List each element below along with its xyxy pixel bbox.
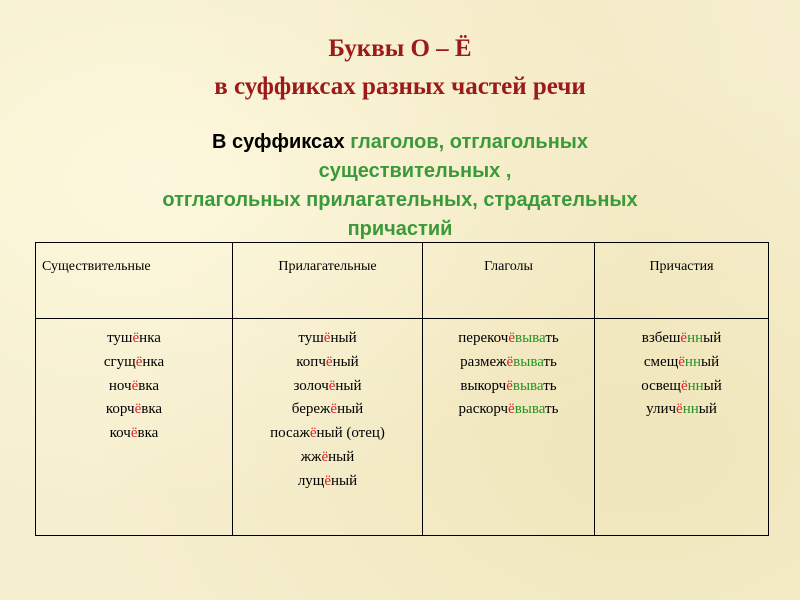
verb-word <box>424 398 593 422</box>
word-ending: нка <box>139 330 161 346</box>
slide-title <box>0 30 800 106</box>
participle-word <box>596 351 767 375</box>
highlight-yo: ё <box>130 425 138 442</box>
title-line-2: в суффиксах разных частей речи <box>214 73 586 100</box>
highlight-suffix: выва <box>512 377 544 394</box>
highlight-yo: ё <box>309 425 317 442</box>
verb-word <box>424 351 593 375</box>
noun-word <box>37 398 231 422</box>
table-row <box>36 319 769 536</box>
participle-word <box>596 375 767 399</box>
highlight-suffix: нн <box>684 353 701 370</box>
word-stem: коч <box>109 425 131 442</box>
word-ending: ный <box>335 377 362 394</box>
subtitle-line-4: причастий <box>347 218 453 240</box>
highlight-yo: ё <box>506 377 513 394</box>
noun-word <box>37 327 231 351</box>
word-ending: нка <box>142 353 165 370</box>
word-stem: выкорч <box>460 377 507 394</box>
highlight-yo: ё <box>325 353 333 370</box>
word-ending: ть <box>543 353 557 370</box>
highlight-yo: ё <box>680 377 688 394</box>
subtitle-lead: В суффиксах <box>212 131 351 153</box>
header-nouns: Существительные <box>36 243 233 319</box>
noun-word <box>37 351 231 375</box>
adjectives-cell <box>233 319 423 536</box>
highlight-suffix: выва <box>514 330 546 346</box>
word-ending: вка <box>137 425 159 442</box>
adjective-word <box>234 327 421 351</box>
slide-subtitle <box>40 128 760 244</box>
word-stem: береж <box>291 401 331 418</box>
word-ending: вка <box>141 401 163 418</box>
word-stem: сгущ <box>103 353 136 370</box>
word-ending: ный (отец) <box>316 425 385 442</box>
noun-word <box>37 375 231 399</box>
word-ending: вка <box>138 377 160 394</box>
highlight-yo: ё <box>135 353 143 370</box>
subtitle-line-1-rest: глаголов, отглагольных <box>350 131 588 153</box>
header-participles: Причастия <box>595 243 769 319</box>
word-ending: ть <box>543 377 557 394</box>
subtitle-line-1 <box>40 128 760 157</box>
verb-word <box>424 327 593 351</box>
word-stem: смещ <box>643 353 679 370</box>
word-stem: посаж <box>270 425 310 442</box>
word-stem: улич <box>646 401 677 418</box>
highlight-yo: ё <box>323 330 331 346</box>
word-stem: лущ <box>297 472 325 489</box>
table-header-row <box>36 243 769 319</box>
word-ending: ый <box>703 377 722 394</box>
highlight-yo: ё <box>134 401 142 418</box>
word-ending: ть <box>545 330 559 346</box>
title-line-1: Буквы О – Ё <box>328 35 472 62</box>
highlight-suffix: нн <box>682 401 699 418</box>
word-ending: ный <box>330 330 357 346</box>
highlight-yo: ё <box>506 353 514 370</box>
adjective-word <box>234 398 421 422</box>
header-verbs: Глаголы <box>423 243 595 319</box>
participles-cell <box>595 319 769 536</box>
highlight-yo: ё <box>328 377 336 394</box>
verb-word <box>424 375 593 399</box>
highlight-yo: ё <box>321 448 329 465</box>
word-stem: туш <box>107 330 133 346</box>
highlight-yo: ё <box>324 472 332 489</box>
highlight-yo: ё <box>678 353 685 370</box>
adjective-word <box>234 351 421 375</box>
highlight-yo: ё <box>330 401 338 418</box>
participle-word <box>596 398 767 422</box>
highlight-suffix: выва <box>514 401 546 418</box>
adjective-word <box>234 375 421 399</box>
highlight-suffix: нн <box>687 330 704 346</box>
word-stem: перекоч <box>458 330 509 346</box>
word-stem: взбеш <box>641 330 681 346</box>
subtitle-line-2-text: существительных , <box>318 160 512 182</box>
word-stem: туш <box>298 330 324 346</box>
subtitle-line-2 <box>40 157 760 186</box>
word-ending: ый <box>700 353 720 370</box>
participle-word <box>596 327 767 351</box>
nouns-cell <box>36 319 233 536</box>
word-stem: размеж <box>460 353 507 370</box>
subtitle-line-3: отглагольных прилагательных, страдательных <box>162 189 638 211</box>
word-stem: освещ <box>641 377 681 394</box>
highlight-yo: ё <box>676 401 683 418</box>
noun-word <box>37 422 231 446</box>
word-ending: ный <box>331 472 358 489</box>
word-ending: ный <box>332 353 359 370</box>
adjective-word <box>234 422 421 446</box>
highlight-suffix: выва <box>513 353 544 370</box>
word-ending: ть <box>545 401 559 418</box>
word-stem: корч <box>105 401 135 418</box>
highlight-yo: ё <box>680 330 688 346</box>
word-stem: жж <box>300 448 322 465</box>
highlight-yo: ё <box>508 330 515 346</box>
word-ending: ный <box>337 401 364 418</box>
word-stem: раскорч <box>458 401 509 418</box>
word-ending: ный <box>328 448 355 465</box>
word-stem: копч <box>296 353 326 370</box>
adjective-word <box>234 446 421 470</box>
word-stem: ноч <box>108 377 132 394</box>
suffix-table <box>35 242 769 536</box>
highlight-yo: ё <box>132 330 140 346</box>
header-adjectives: Прилагательные <box>233 243 423 319</box>
highlight-yo: ё <box>131 377 139 394</box>
word-stem: золоч <box>293 377 329 394</box>
word-ending: ый <box>703 330 722 346</box>
adjective-word <box>234 470 421 494</box>
verbs-cell <box>423 319 595 536</box>
highlight-suffix: нн <box>687 377 704 394</box>
highlight-yo: ё <box>508 401 515 418</box>
word-ending: ый <box>698 401 717 418</box>
